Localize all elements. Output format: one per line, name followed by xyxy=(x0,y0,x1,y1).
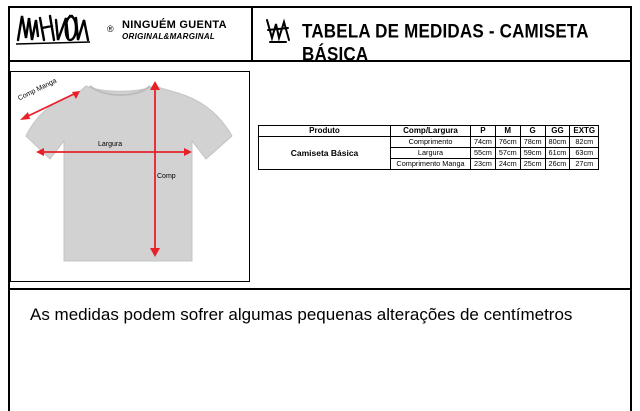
col-header: P xyxy=(471,126,496,137)
size-value: 78cm xyxy=(520,137,545,148)
sleeve-label: Comp Manga xyxy=(17,77,58,103)
size-value: 61cm xyxy=(545,148,570,159)
size-value: 25cm xyxy=(520,159,545,170)
measurement-note: As medidas podem sofrer algumas pequenas alterações de centímetros xyxy=(30,305,573,324)
measure-label: Largura xyxy=(391,148,471,159)
col-header: G xyxy=(520,126,545,137)
measure-label: Comprimento Manga xyxy=(391,159,471,170)
size-value: 26cm xyxy=(545,159,570,170)
table-header-row xyxy=(259,126,599,137)
size-value: 82cm xyxy=(570,137,599,148)
col-header: EXTG xyxy=(570,126,599,137)
measure-label: Comprimento xyxy=(391,137,471,148)
size-value: 57cm xyxy=(495,148,520,159)
shirt-shape xyxy=(26,86,232,261)
col-header: Comp/Largura xyxy=(391,126,471,137)
size-value: 59cm xyxy=(520,148,545,159)
length-label: Comp xyxy=(157,173,176,180)
shirt-drawing xyxy=(10,71,250,282)
body-divider xyxy=(8,288,632,290)
brand-logo-icon xyxy=(14,10,92,48)
registered-mark: ® xyxy=(107,24,114,34)
brand-mark-icon xyxy=(264,16,292,44)
size-value: 80cm xyxy=(545,137,570,148)
size-value: 27cm xyxy=(570,159,599,170)
col-header: GG xyxy=(545,126,570,137)
table-row xyxy=(259,137,599,148)
width-label: Largura xyxy=(98,141,123,148)
size-table xyxy=(258,125,599,170)
size-value: 23cm xyxy=(471,159,496,170)
brand-tagline: ORIGINAL&MARGINAL xyxy=(122,32,216,41)
size-value: 74cm xyxy=(471,137,496,148)
product-name: Camiseta Básica xyxy=(259,137,391,170)
col-header: Produto xyxy=(259,126,391,137)
col-header: M xyxy=(495,126,520,137)
size-value: 55cm xyxy=(471,148,496,159)
brand-name: NINGUÉM GUENTA xyxy=(122,19,227,31)
size-value: 24cm xyxy=(495,159,520,170)
header-separator xyxy=(251,6,253,62)
page-title: TABELA DE MEDIDAS - CAMISETA BÁSICA xyxy=(302,20,589,65)
size-value: 63cm xyxy=(570,148,599,159)
size-value: 76cm xyxy=(495,137,520,148)
